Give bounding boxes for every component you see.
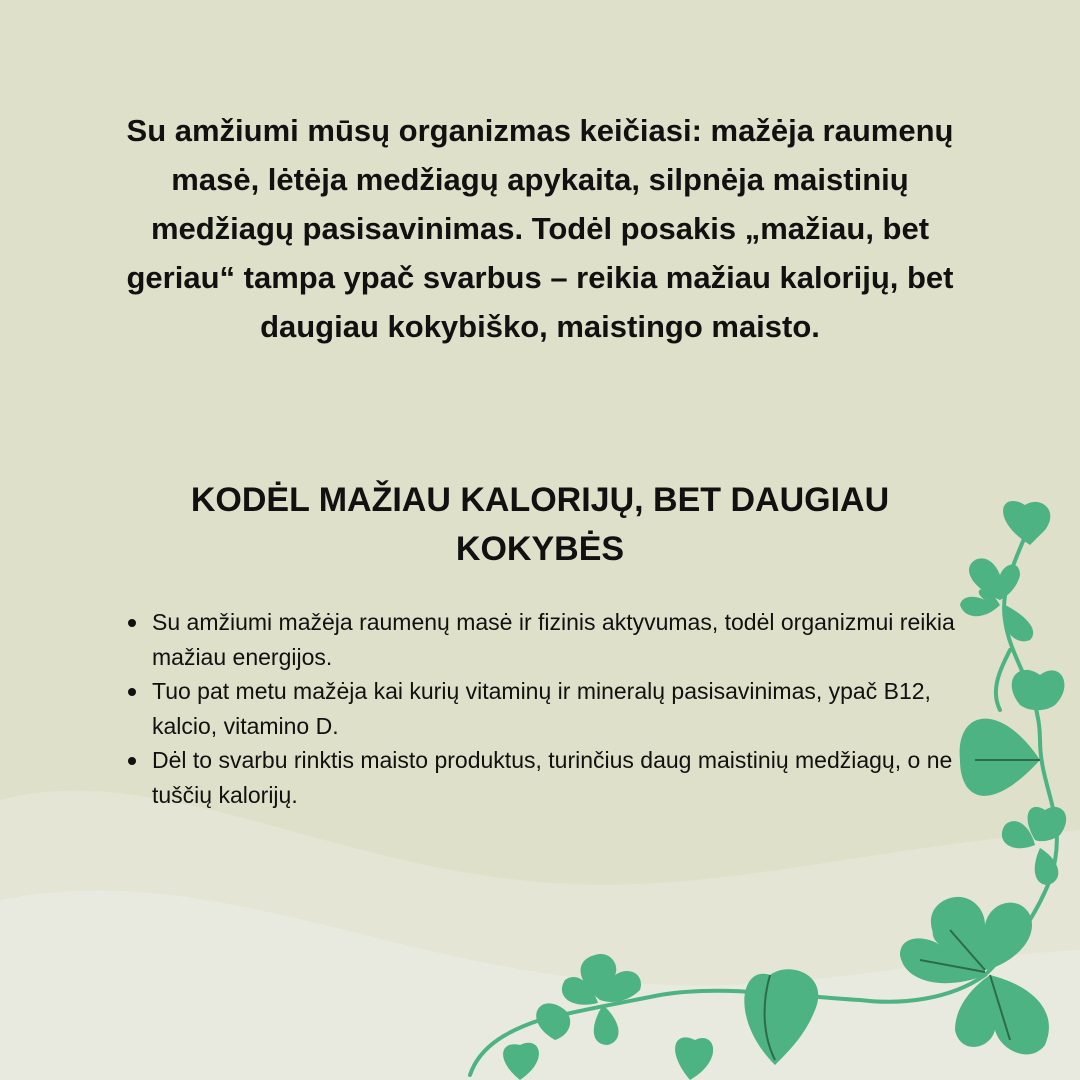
intro-paragraph: Su amžiumi mūsų organizmas keičiasi: mažėja raumenų masė, lėtėja medžiagų apykaita, silpnėja maistinių medžiagų pasisavinimas. Todėl posakis „mažiau, bet geriau“ tampa ypač svarbus – reikia mažiau kalorijų, bet daugiau kokybiško, maistingo maisto. [126, 113, 954, 344]
bullet-item-2: Tuo pat metu mažėja kai kurių vitaminų ir mineralų pasisavinimas, ypač B12, kalcio, vitamino D. [152, 674, 972, 743]
bullet-item-1: Su amžiumi mažėja raumenų masė ir fizinis aktyvumas, todėl organizmui reikia mažiau energijos. [152, 605, 972, 674]
bullet-item-3: Dėl to svarbu rinktis maisto produktus, turinčius daug maistinių medžiagų, o ne tuščių kalorijų. [152, 743, 972, 812]
bullet-list [152, 605, 972, 812]
section-heading: KODĖL MAŽIAU KALORIJŲ, BET DAUGIAU KOKYBĖS [190, 481, 890, 568]
